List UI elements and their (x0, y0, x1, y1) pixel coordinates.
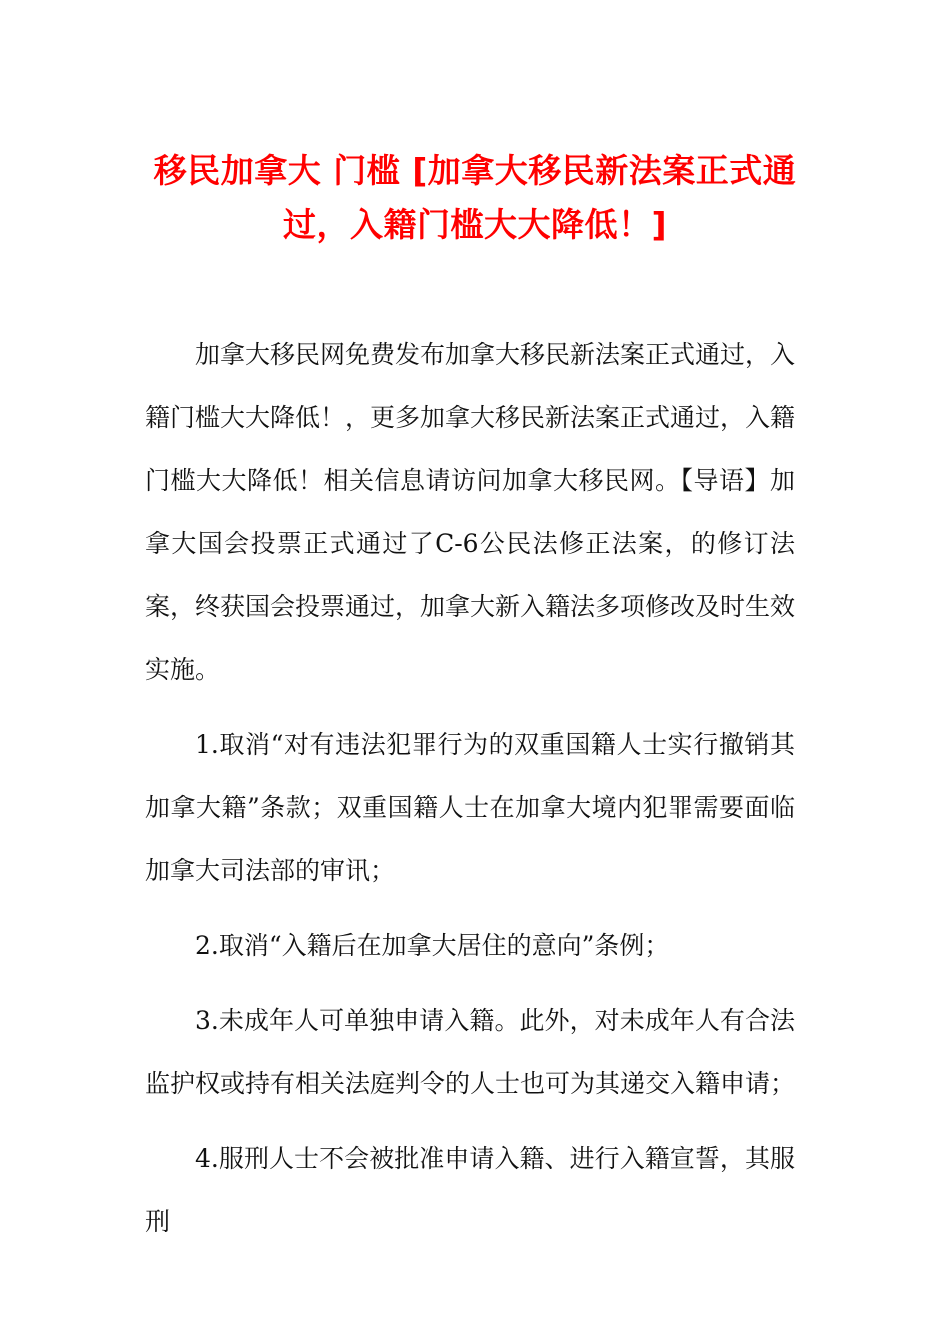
paragraph-intro: 加拿大移民网免费发布加拿大移民新法案正式通过，入籍门槛大大降低！，更多加拿大移民新法案正式通过，入籍门槛大大降低！相关信息请访问加拿大移民网。【导语】加拿大国会投票正式通过了C-6公民法修正法案，的修订法案，终获国会投票通过，加拿大新入籍法多项修改及时生效实施。 (145, 340, 796, 684)
document-body (145, 323, 795, 1265)
paragraph-item-1: 1.取消“对有违法犯罪行为的双重国籍人士实行撤销其加拿大籍”条款；双重国籍人士在加拿大境内犯罪需要面临加拿大司法部的审讯； (145, 730, 795, 885)
paragraph-item-4: 4.服刑人士不会被批准申请入籍、进行入籍宣誓，其服刑 (145, 1144, 795, 1236)
paragraph-item-3: 3.未成年人可单独申请入籍。此外，对未成年人有合法监护权或持有相关法庭判令的人士也可为其递交入籍申请； (145, 1006, 796, 1098)
document-title: 移民加拿大 门槛 [加拿大移民新法案正式通过，入籍门槛大大降低！] (153, 151, 797, 244)
paragraph-item-2: 2.取消“入籍后在加拿大居住的意向”条例； (195, 931, 670, 960)
